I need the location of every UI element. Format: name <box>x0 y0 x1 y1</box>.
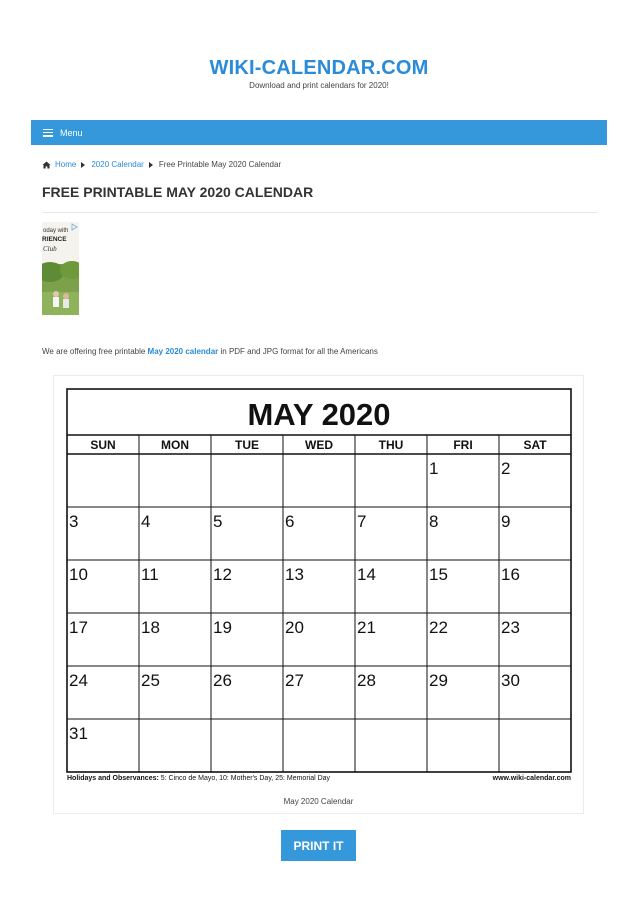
page-title: FREE PRINTABLE MAY 2020 CALENDAR <box>42 184 314 200</box>
weekday-label-sun: SUN <box>90 438 116 452</box>
holidays-label: Holidays and Observances: <box>67 775 159 782</box>
day-number-4: 4 <box>141 512 151 531</box>
intro-paragraph <box>42 347 378 356</box>
day-number-6: 6 <box>285 512 295 531</box>
holidays-text: 5: Cinco de Mayo, 10: Mother's Day, 25: Memorial Day <box>158 775 331 782</box>
main-navbar <box>31 120 607 145</box>
may-2020-calendar-link[interactable]: May 2020 calendar <box>147 347 219 356</box>
intro-text-before: We are offering free printable <box>42 347 148 356</box>
day-number-2: 2 <box>501 459 511 478</box>
menu-toggle-button[interactable] <box>43 128 83 138</box>
holidays-line <box>67 775 331 782</box>
day-number-20: 20 <box>285 618 304 637</box>
day-number-8: 8 <box>429 512 439 531</box>
weekday-label-wed: WED <box>305 438 333 452</box>
day-number-22: 22 <box>429 618 448 637</box>
day-number-1: 1 <box>429 459 439 478</box>
day-number-12: 12 <box>213 565 232 584</box>
calendar-caption: May 2020 Calendar <box>283 797 354 806</box>
day-number-27: 27 <box>285 671 304 690</box>
breadcrumb-2020-calendar-link[interactable]: 2020 Calendar <box>91 160 144 169</box>
breadcrumb-current: Free Printable May 2020 Calendar <box>158 160 282 169</box>
weekday-label-sat: SAT <box>523 438 547 452</box>
intro-text-after: in PDF and JPG format for all the Americans <box>218 347 378 356</box>
day-number-3: 3 <box>69 512 79 531</box>
site-header <box>0 57 638 90</box>
breadcrumb <box>42 160 281 169</box>
day-number-19: 19 <box>213 618 232 637</box>
site-title-link[interactable]: WIKI-CALENDAR.COM <box>209 57 429 79</box>
day-number-31: 31 <box>69 724 88 743</box>
weekday-label-thu: THU <box>378 438 404 452</box>
calendar-title: MAY 2020 <box>247 397 391 432</box>
site-tagline: Download and print calendars for 2020! <box>249 81 389 90</box>
day-number-16: 16 <box>501 565 520 584</box>
day-number-9: 9 <box>501 512 511 531</box>
breadcrumb-home-link[interactable]: Home <box>55 160 77 169</box>
site-credit: www.wiki-calendar.com <box>492 775 571 782</box>
day-number-26: 26 <box>213 671 232 690</box>
calendar-figure <box>53 375 584 814</box>
day-number-14: 14 <box>357 565 376 584</box>
menu-label: Menu <box>60 127 83 138</box>
weekday-label-fri: FRI <box>453 438 473 452</box>
hamburger-icon <box>43 129 53 137</box>
ad-banner[interactable] <box>42 222 79 315</box>
breadcrumb-separator-icon <box>81 162 85 168</box>
day-number-29: 29 <box>429 671 448 690</box>
day-number-23: 23 <box>501 618 520 637</box>
print-button[interactable]: PRINT IT <box>281 830 356 861</box>
day-number-10: 10 <box>69 565 88 584</box>
calendar-image[interactable] <box>65 387 573 788</box>
day-number-25: 25 <box>141 671 160 690</box>
day-number-30: 30 <box>501 671 520 690</box>
day-number-13: 13 <box>285 565 304 584</box>
breadcrumb-separator-icon <box>149 162 153 168</box>
day-number-21: 21 <box>357 618 376 637</box>
day-number-28: 28 <box>357 671 376 690</box>
ad-text-line2: RIENCE <box>42 236 67 243</box>
ad-text-line1: oday with <box>43 228 69 234</box>
day-number-15: 15 <box>429 565 448 584</box>
day-number-5: 5 <box>213 512 223 531</box>
day-number-24: 24 <box>69 671 88 690</box>
ad-text-line3: Club <box>43 245 57 253</box>
title-divider <box>42 212 598 213</box>
day-number-7: 7 <box>357 512 367 531</box>
day-number-18: 18 <box>141 618 160 637</box>
weekday-label-tue: TUE <box>235 438 259 452</box>
day-number-11: 11 <box>141 565 159 584</box>
day-number-17: 17 <box>69 618 88 637</box>
home-icon <box>42 161 51 169</box>
weekday-label-mon: MON <box>161 438 189 452</box>
